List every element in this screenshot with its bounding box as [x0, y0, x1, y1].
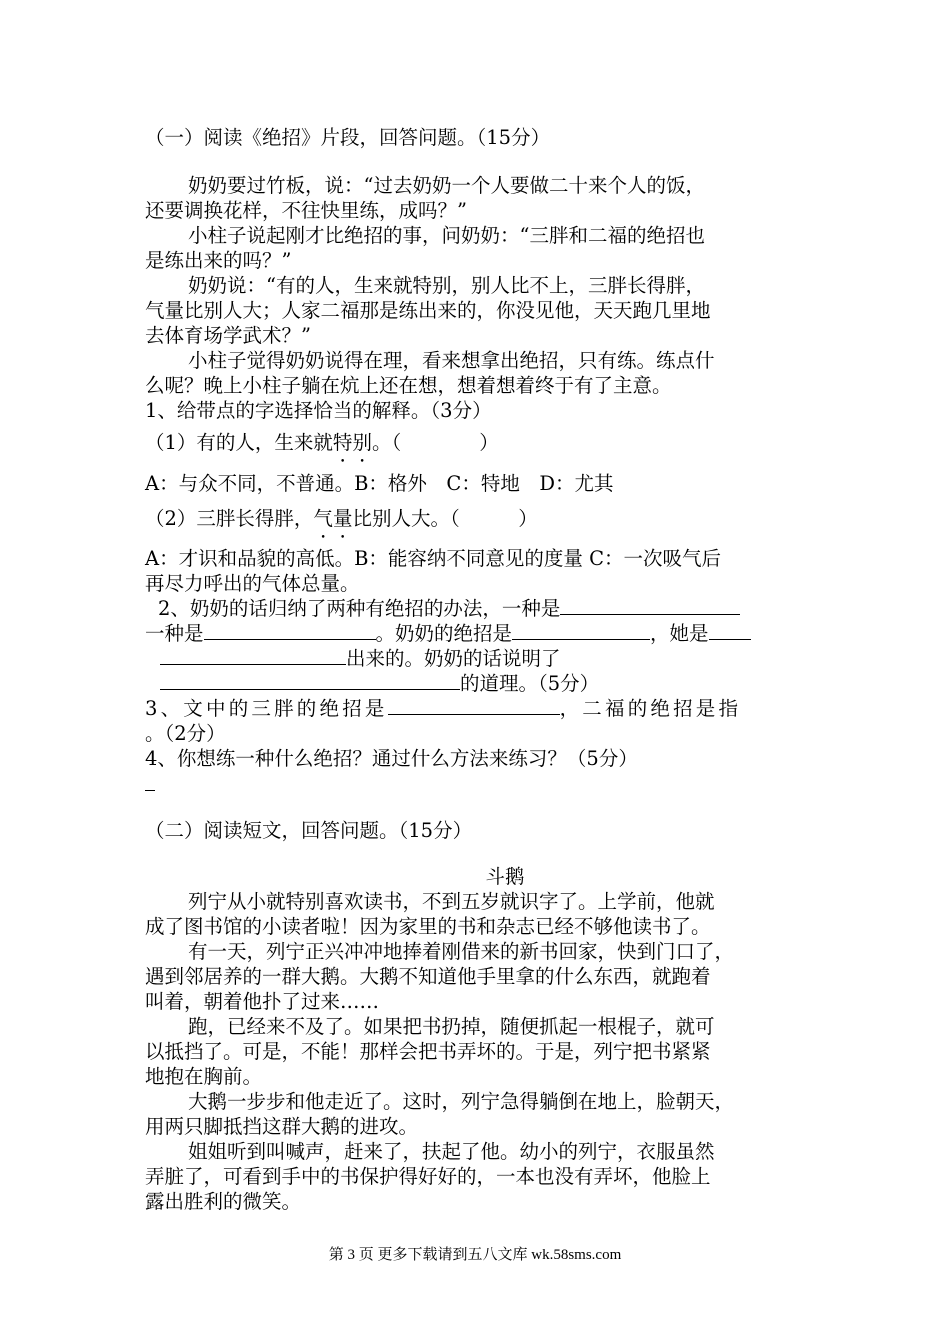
answer-blank[interactable]	[560, 596, 740, 615]
question-1-2: （2）三胖长得胖，气量比别人大。（ ）	[145, 507, 538, 530]
passage1-line: 去体育场学武术？”	[145, 324, 311, 347]
question-1: 1、给带点的字选择恰当的解释。（3分）	[145, 399, 492, 422]
section2-heading: （二）阅读短文，回答问题。（15分）	[145, 819, 473, 842]
answer-blank[interactable]	[160, 671, 460, 690]
passage1-line: 么呢？晚上小柱子躺在炕上还在想，想着想着终于有了主意。	[145, 374, 672, 397]
passage2-line: 姐姐听到叫喊声，赶来了，扶起了他。幼小的列宁，衣服虽然	[188, 1140, 715, 1163]
passage2-line: 地抱在胸前。	[145, 1065, 263, 1088]
passage2-line: 有一天，列宁正兴冲冲地捧着刚借来的新书回家，快到门口了，	[188, 940, 735, 963]
dotted-char: 气	[313, 507, 333, 530]
question-3: 。（2分）	[145, 722, 226, 745]
answer-blank[interactable]	[204, 621, 376, 640]
answer-line[interactable]	[145, 790, 155, 791]
passage1-line: 气量比别人大；人家二福那是练出来的，你没见他，天天跑几里地	[145, 299, 711, 322]
section1-heading: （一）阅读《绝招》片段，回答问题。（15分）	[145, 126, 551, 149]
answer-blank[interactable]	[512, 621, 650, 640]
passage1-line: 还要调换花样，不往快里练，成吗？”	[145, 199, 467, 222]
question-2: 出来的。奶奶的话说明了	[160, 646, 561, 672]
question-1-1-options: A：与众不同，不普通。B：格外 C：特地 D：尤其	[145, 472, 614, 495]
passage2-line: 以抵挡了。可是，不能！那样会把书弄坏的。于是，列宁把书紧紧	[145, 1040, 711, 1063]
question-2: 一种是 。奶奶的绝招是 ，她是	[145, 621, 751, 647]
answer-bracket[interactable]: 。（ ）	[371, 431, 499, 454]
question-2: 2、奶奶的话归纳了两种有绝招的办法，一种是	[158, 596, 740, 622]
page-footer: 第 3 页 更多下载请到五八文库 wk.58sms.com	[328, 1247, 622, 1263]
answer-blank[interactable]	[160, 646, 346, 665]
passage1-line: 小柱子觉得奶奶说得在理，看来想拿出绝招，只有练。练点什	[188, 349, 715, 372]
article-title: 斗鹅	[485, 865, 525, 888]
passage2-line: 成了图书馆的小读者啦！因为家里的书和杂志已经不够他读书了。	[145, 915, 711, 938]
passage1-line: 奶奶要过竹板，说：“过去奶奶一个人要做二十来个人的饭，	[188, 174, 705, 197]
answer-blank[interactable]	[388, 696, 560, 715]
passage2-line: 叫着，朝着他扑了过来……	[145, 990, 380, 1013]
passage1-line: 奶奶说：“有的人，生来就特别，别人比不上，三胖长得胖，	[188, 274, 705, 297]
passage2-line: 大鹅一步步和他走近了。这时，列宁急得躺倒在地上，脸朝天，	[188, 1090, 735, 1113]
answer-bracket[interactable]: 比别人大。（ ）	[352, 507, 538, 530]
passage2-line: 用两只脚抵挡这群大鹅的进攻。	[145, 1115, 419, 1138]
passage2-line: 遇到邻居养的一群大鹅。大鹅不知道他手里拿的什么东西，就跑着	[145, 965, 711, 988]
dotted-char: 量	[332, 507, 353, 530]
passage2-line: 露出胜利的微笑。	[145, 1190, 302, 1213]
answer-blank[interactable]	[709, 621, 751, 640]
passage1-line: 小柱子说起刚才比绝招的事，问奶奶：“三胖和二福的绝招也	[188, 224, 705, 247]
question-4: 4、你想练一种什么绝招？通过什么方法来练习？（5分）	[145, 747, 638, 770]
question-1-2-options: A：才识和品貌的高低。B：能容纳不同意见的度量 C：一次吸气后	[145, 547, 722, 570]
passage1-line: 是练出来的吗？”	[145, 249, 292, 272]
question-2: 的道理。（5分）	[160, 671, 599, 697]
question-3: 3、文中的三胖的绝招是 ，二福的绝招是指	[145, 697, 742, 720]
passage2-line: 跑，已经来不及了。如果把书扔掉，随便抓起一根棍子，就可	[188, 1015, 715, 1038]
passage2-line: 列宁从小就特别喜欢读书，不到五岁就识字了。上学前，他就	[188, 890, 715, 913]
dotted-char: 特	[332, 431, 353, 454]
dotted-char: 别	[352, 431, 372, 454]
question-1-1: （1）有的人，生来就特别。（ ）	[145, 431, 499, 454]
question-1-2-options: 再尽力呼出的气体总量。	[145, 572, 360, 595]
passage2-line: 弄脏了，可看到手中的书保护得好好的，一本也没有弄坏，他脸上	[145, 1165, 711, 1188]
